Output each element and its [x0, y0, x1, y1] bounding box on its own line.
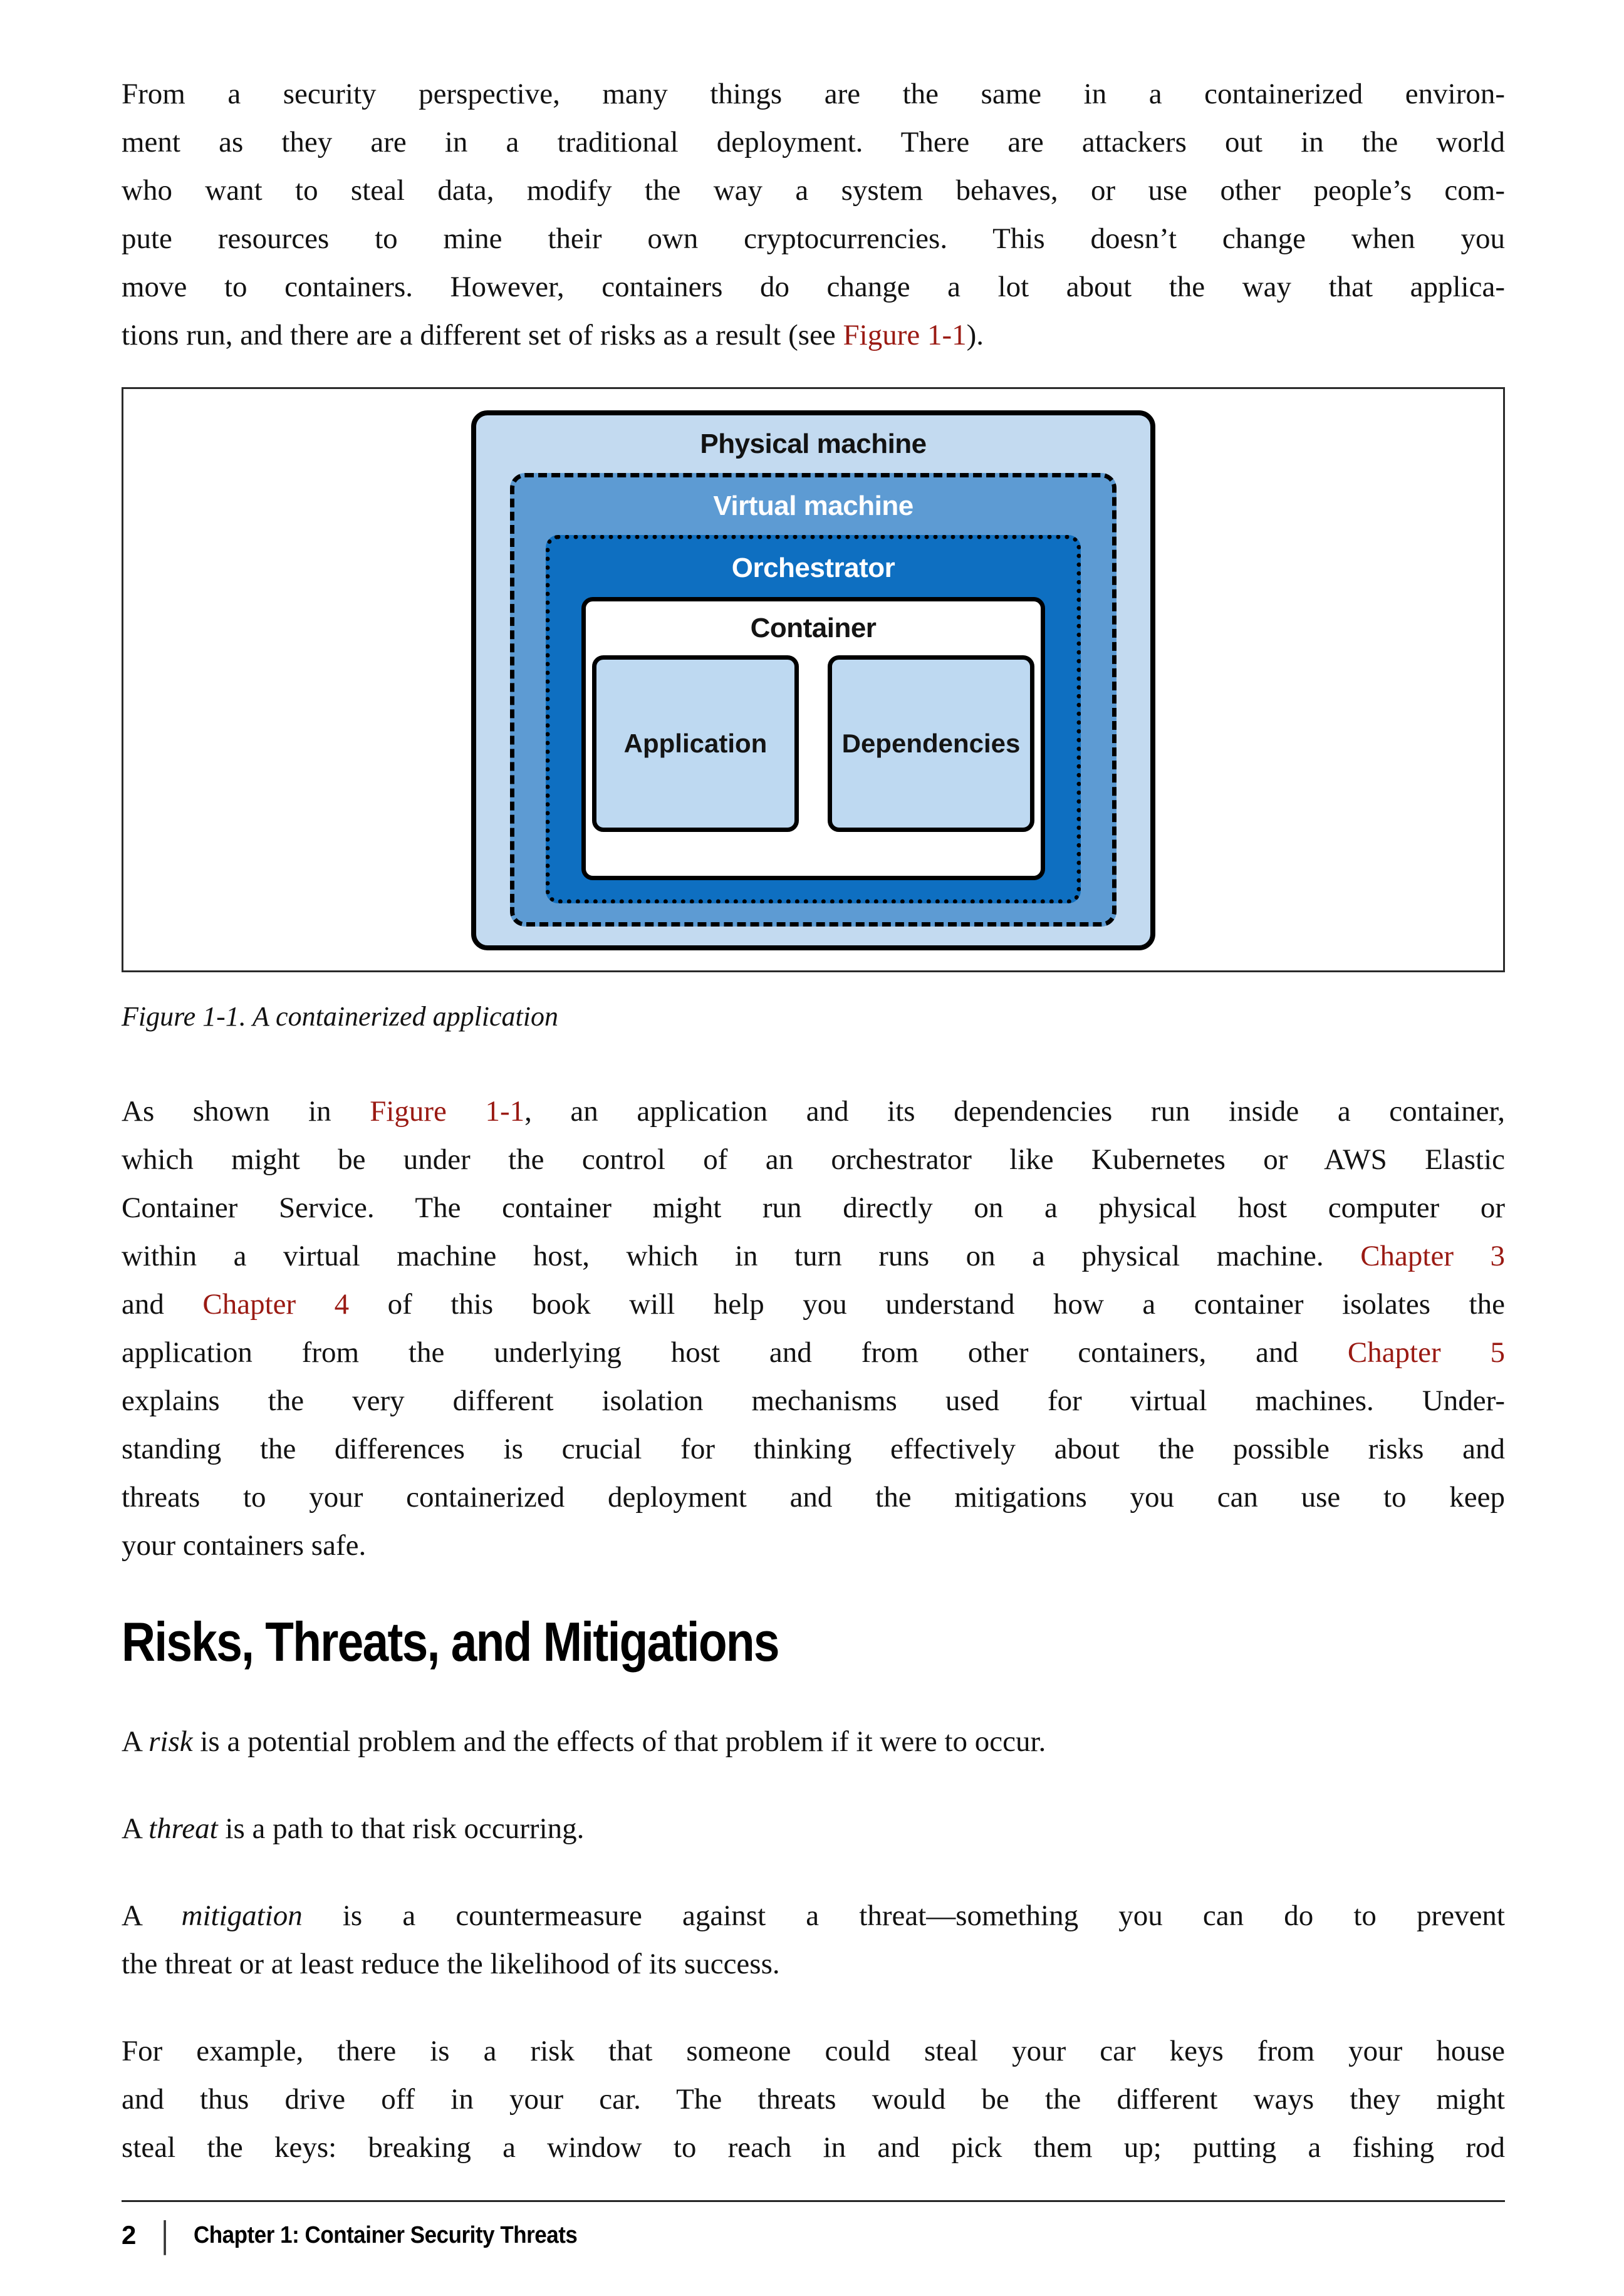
- footer-row: [122, 2214, 1505, 2256]
- text-line: [122, 1473, 1505, 1522]
- physical-machine-box: [471, 410, 1155, 950]
- text-line: [122, 1522, 1505, 1570]
- text-line: [122, 1232, 1505, 1280]
- text-segment: A: [122, 1725, 149, 1758]
- cross-reference-link[interactable]: Chapter 4: [202, 1288, 350, 1321]
- text-line: [122, 311, 1505, 360]
- text-segment: threat: [148, 1812, 218, 1845]
- text-segment: and thus drive off in your car. The threats would be the different ways they might: [122, 2083, 1505, 2116]
- orchestrator-box: [546, 535, 1081, 903]
- text-segment: the threat or at least reduce the likelihood of its success.: [122, 1948, 780, 1980]
- text-segment: For example, there is a risk that someone could steal your car keys from your house: [122, 2035, 1505, 2067]
- virtual-machine-label: Virtual machine: [713, 491, 914, 521]
- text-segment: pute resources to mine their own cryptocurrencies. This doesn’t change when you: [122, 222, 1505, 255]
- dependencies-box: Dependencies: [828, 655, 1034, 832]
- cross-reference-link[interactable]: Figure 1-1: [370, 1095, 525, 1128]
- text-segment: application from the underlying host and from other containers, and: [122, 1336, 1348, 1369]
- text-segment: A: [122, 1812, 149, 1845]
- text-segment: standing the differences is crucial for thinking effectively about the possible risks and: [122, 1433, 1505, 1465]
- text-segment: is a countermeasure against a threat—something you can do to prevent: [302, 1899, 1505, 1932]
- text-segment: within a virtual machine host, which in turn runs on a physical machine.: [122, 1240, 1361, 1272]
- text-segment: , an application and its dependencies run inside a container,: [524, 1095, 1505, 1128]
- container-label: Container: [750, 613, 877, 643]
- text-segment: your containers safe.: [122, 1529, 367, 1562]
- text-segment: is a path to that risk occurring.: [217, 1812, 585, 1845]
- text-line: [122, 1329, 1505, 1377]
- text-line: [122, 1892, 1505, 1940]
- text-line: [122, 1136, 1505, 1184]
- container-components: [586, 655, 1041, 832]
- text-segment: Container Service. The container might run directly on a physical host computer or: [122, 1192, 1505, 1224]
- text-line: [122, 2027, 1505, 2075]
- text-segment: From a security perspective, many things are the same in a containerized environ-: [122, 78, 1505, 110]
- application-box: Application: [592, 655, 799, 832]
- text-line: [122, 215, 1505, 263]
- text-segment: risk: [148, 1725, 193, 1758]
- text-line: [122, 263, 1505, 311]
- text-line: [122, 2075, 1505, 2124]
- text-segment: steal the keys: breaking a window to reach in and pick them up; putting a fishing rod: [122, 2131, 1505, 2164]
- paragraph-example: [122, 2027, 1505, 2172]
- paragraph-risk-definition: [122, 1718, 1505, 1766]
- container-box: [581, 597, 1045, 880]
- page-number: 2: [122, 2220, 137, 2250]
- text-segment: of this book will help you understand how a container isolates the: [349, 1288, 1505, 1321]
- text-line: [122, 70, 1505, 118]
- section-heading: Risks, Threats, and Mitigations: [122, 1611, 779, 1673]
- page-content: [122, 70, 1505, 2172]
- footer-chapter-title: Chapter 1: Container Security Threats: [193, 2221, 578, 2248]
- text-line: [122, 1280, 1505, 1329]
- footer-separator: |: [161, 2214, 169, 2256]
- text-segment: mitigation: [181, 1899, 303, 1932]
- text-segment: threats to your containerized deployment and the mitigations you can use to keep: [122, 1481, 1505, 1514]
- figure-frame: [122, 387, 1505, 972]
- cross-reference-link[interactable]: Chapter 5: [1347, 1336, 1505, 1369]
- text-line: [122, 1184, 1505, 1232]
- physical-machine-label: Physical machine: [700, 429, 927, 459]
- cross-reference-link[interactable]: Figure 1-1: [843, 319, 967, 351]
- containerized-application-diagram: [471, 410, 1155, 950]
- text-segment: move to containers. However, containers do change a lot about the way that applica-: [122, 271, 1505, 303]
- text-line: [122, 167, 1505, 215]
- text-segment: which might be under the control of an orchestrator like Kubernetes or AWS Elastic: [122, 1143, 1505, 1176]
- text-segment: tions run, and there are a different set of risks as a result (see: [122, 319, 843, 351]
- figure-caption: Figure 1-1. A containerized application: [122, 1001, 558, 1032]
- text-line: [122, 1940, 1505, 1988]
- paragraph-threat-definition: [122, 1805, 1505, 1853]
- text-line: [122, 118, 1505, 167]
- text-segment: As shown in: [122, 1095, 370, 1128]
- paragraph-intro: [122, 70, 1505, 360]
- text-line: [122, 1088, 1505, 1136]
- figure-1-1: [122, 387, 1505, 1035]
- text-line: [122, 1377, 1505, 1425]
- cross-reference-link[interactable]: Chapter 3: [1360, 1240, 1505, 1272]
- text-segment: A: [122, 1899, 182, 1932]
- orchestrator-label: Orchestrator: [731, 553, 895, 583]
- text-segment: ).: [966, 319, 984, 351]
- paragraph-mitigation-definition: [122, 1892, 1505, 1988]
- text-line: [122, 1425, 1505, 1473]
- text-segment: and: [122, 1288, 203, 1321]
- virtual-machine-box: [510, 473, 1116, 927]
- text-segment: who want to steal data, modify the way a system behaves, or use other people’s com-: [122, 174, 1505, 207]
- text-segment: explains the very different isolation mechanisms used for virtual machines. Under-: [122, 1384, 1505, 1417]
- page-footer: [122, 2200, 1505, 2256]
- text-segment: ment as they are in a traditional deployment. There are attackers out in the world: [122, 126, 1505, 158]
- text-line: [122, 2124, 1505, 2172]
- paragraph-as-shown: [122, 1088, 1505, 1570]
- text-line: [122, 1718, 1505, 1766]
- text-segment: is a potential problem and the effects of that problem if it were to occur.: [192, 1725, 1046, 1758]
- text-line: [122, 1805, 1505, 1853]
